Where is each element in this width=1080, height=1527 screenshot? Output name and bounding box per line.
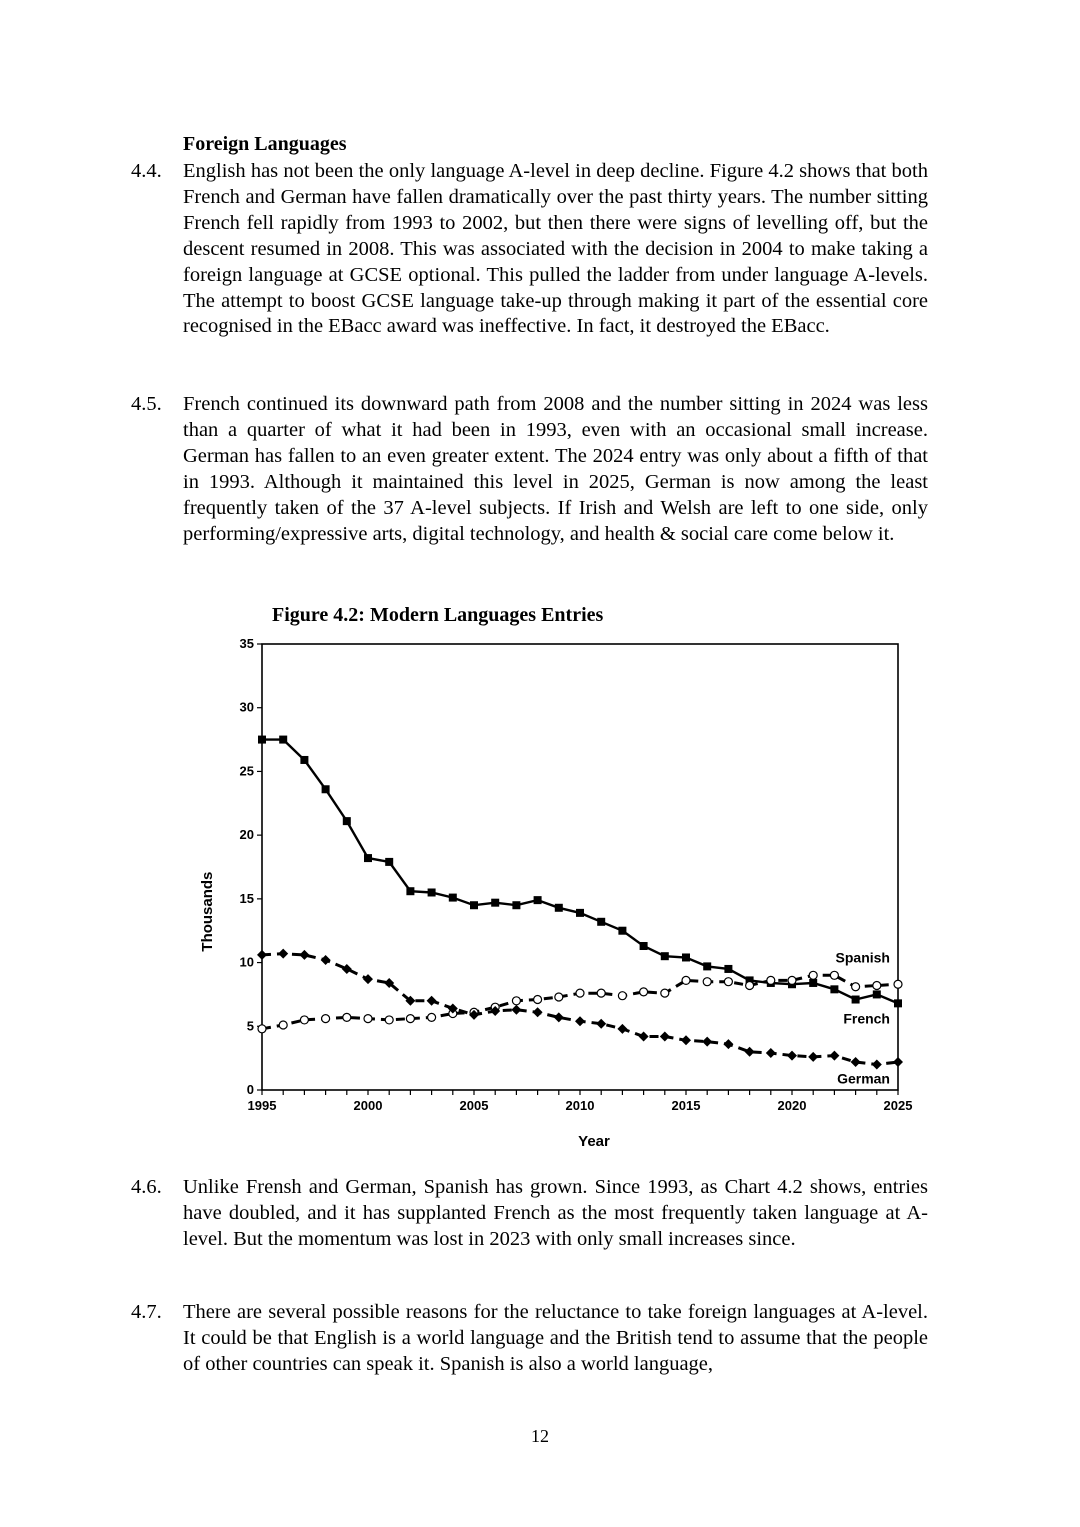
data-point-german (617, 1024, 627, 1034)
paragraph-4-4 (131, 159, 928, 340)
data-point-german (681, 1035, 691, 1045)
y-tick-label: 20 (239, 827, 254, 843)
data-point-french (894, 999, 902, 1007)
data-point-german (257, 950, 267, 960)
data-point-french (364, 854, 372, 862)
paragraph-4-7 (131, 1300, 928, 1378)
x-tick-label: 2005 (459, 1098, 489, 1113)
paragraph-number: 4.5. (131, 393, 162, 415)
data-point-spanish (555, 993, 563, 1001)
data-point-german (766, 1048, 776, 1058)
series-label-german: German (837, 1070, 890, 1087)
y-tick-label: 15 (239, 890, 254, 906)
data-point-french (597, 918, 605, 926)
data-point-french (279, 736, 287, 744)
data-point-spanish (428, 1013, 436, 1021)
data-point-spanish (322, 1015, 330, 1023)
data-point-spanish (618, 992, 626, 1000)
x-axis-label: Year (578, 1133, 610, 1150)
figure-title: Figure 4.2: Modern Languages Entries (272, 604, 604, 626)
data-point-german (342, 964, 352, 974)
data-point-spanish (767, 976, 775, 984)
y-tick-label: 10 (239, 954, 254, 970)
data-point-french (830, 985, 838, 993)
data-point-german (427, 996, 437, 1006)
data-point-spanish (385, 1016, 393, 1024)
data-point-spanish (894, 980, 902, 988)
series-german (257, 949, 903, 1070)
data-point-german (851, 1057, 861, 1067)
x-tick-label: 2000 (353, 1098, 383, 1113)
y-tick-label: 30 (239, 699, 254, 715)
data-point-french (449, 894, 457, 902)
data-point-german (511, 1005, 521, 1015)
data-point-german (533, 1007, 543, 1017)
x-tick-label: 2020 (777, 1098, 807, 1113)
data-point-french (534, 896, 542, 904)
data-point-german (639, 1031, 649, 1041)
data-point-german (575, 1016, 585, 1026)
data-point-french (618, 927, 626, 935)
y-tick-label: 25 (239, 763, 254, 779)
page-number: 12 (531, 1426, 549, 1446)
paragraph-number: 4.6. (131, 1176, 162, 1198)
data-point-french (428, 888, 436, 896)
data-point-french (724, 965, 732, 973)
data-point-german (299, 950, 309, 960)
data-point-french (703, 962, 711, 970)
data-point-german (787, 1051, 797, 1061)
data-point-french (555, 904, 563, 912)
data-point-french (640, 942, 648, 950)
data-point-spanish (512, 997, 520, 1005)
series-label-french: French (843, 1010, 890, 1027)
data-point-spanish (343, 1013, 351, 1021)
series-line-french (262, 740, 898, 1004)
data-point-spanish (724, 978, 732, 986)
y-tick-label: 5 (246, 1018, 254, 1034)
data-point-spanish (597, 989, 605, 997)
data-point-spanish (809, 971, 817, 979)
data-point-french (576, 909, 584, 917)
data-point-spanish (576, 989, 584, 997)
paragraph-4-5 (131, 392, 928, 547)
paragraph-text: Unlike Frensh and German, Spanish has grown. Since 1993, as Chart 4.2 shows, entries have doubled, and it has supplanted French as the most frequently taken language at A-level. But the momentum was lost in 2023 with only small increases since. (183, 1176, 928, 1250)
paragraph-4-6 (131, 1175, 928, 1253)
y-tick-label: 35 (239, 636, 254, 651)
data-point-german (363, 974, 373, 984)
data-point-french (322, 785, 330, 793)
x-tick-label: 1995 (247, 1098, 277, 1113)
data-point-spanish (300, 1016, 308, 1024)
data-point-french (873, 990, 881, 998)
data-point-spanish (873, 982, 881, 990)
y-axis-label: Thousands (199, 871, 216, 952)
series-label-spanish: Spanish (835, 949, 890, 966)
data-point-french (809, 979, 817, 987)
data-point-spanish (364, 1015, 372, 1023)
paragraph-number: 4.7. (131, 1301, 162, 1323)
data-point-german (554, 1012, 564, 1022)
data-point-spanish (279, 1021, 287, 1029)
data-point-french (491, 899, 499, 907)
data-point-german (321, 955, 331, 965)
data-point-french (470, 901, 478, 909)
series-line-german (262, 954, 898, 1065)
data-point-french (512, 901, 520, 909)
x-tick-label: 2015 (671, 1098, 701, 1113)
data-point-spanish (746, 982, 754, 990)
data-point-spanish (703, 978, 711, 986)
data-point-spanish (640, 988, 648, 996)
data-point-german (808, 1052, 818, 1062)
x-tick-label: 2010 (565, 1098, 595, 1113)
data-point-spanish (788, 976, 796, 984)
paragraph-number: 4.4. (131, 160, 162, 182)
y-tick-label: 0 (246, 1082, 254, 1097)
data-point-german (278, 949, 288, 959)
data-point-spanish (661, 989, 669, 997)
data-point-french (682, 953, 690, 961)
data-point-french (258, 736, 266, 744)
line-chart (190, 630, 930, 1155)
data-point-spanish (852, 983, 860, 991)
data-point-french (661, 952, 669, 960)
paragraph-text: English has not been the only language A-level in deep decline. Figure 4.2 shows that both French and German have fallen dramatically over the past thirty years. The number sitting French fell rapidly from 1993 to 2002, but then there were signs of levelling off, but the descent resumed in 2008. This was associated with the decision in 2004 to make taking a foreign language at GCSE optional. This pulled the ladder from under language A-levels. The attempt to boost GCSE language take-up through making it part of the essential core recognised in the EBacc award was ineffective. In fact, it destroyed the EBacc. (183, 160, 928, 338)
data-point-german (660, 1031, 670, 1041)
data-point-spanish (534, 996, 542, 1004)
data-point-german (596, 1019, 606, 1029)
data-point-spanish (258, 1025, 266, 1033)
section-heading: Foreign Languages (183, 133, 347, 155)
data-point-spanish (682, 976, 690, 984)
data-point-spanish (830, 971, 838, 979)
series-french (258, 736, 902, 1008)
data-point-german (702, 1037, 712, 1047)
paragraph-text: French continued its downward path from 2008 and the number sitting in 2024 was less than a quarter of what it had been in 1993, even with an occasional small increase. German has fallen to an even greater extent. The 2024 entry was only about a fifth of that in 1993. Although it maintained this level in 2025, German is now among the least frequently taken of the 37 A-level subjects. If Irish and Welsh are left to one side, only performing/expressive arts, digital technology, and health & social care come below it. (183, 393, 928, 545)
x-tick-label: 2025 (883, 1098, 913, 1113)
data-point-german (829, 1051, 839, 1061)
data-point-french (343, 817, 351, 825)
data-point-french (406, 887, 414, 895)
data-point-spanish (406, 1015, 414, 1023)
paragraph-text: There are several possible reasons for the reluctance to take foreign languages at A-level. It could be that English is a world language and the British tend to assume that the people of other countries can speak it. Spanish is also a world language, (183, 1301, 928, 1375)
data-point-german (745, 1047, 755, 1057)
data-point-german (872, 1060, 882, 1070)
data-point-german (723, 1039, 733, 1049)
data-point-french (852, 996, 860, 1004)
data-point-german (893, 1057, 903, 1067)
data-point-french (300, 756, 308, 764)
data-point-french (385, 858, 393, 866)
